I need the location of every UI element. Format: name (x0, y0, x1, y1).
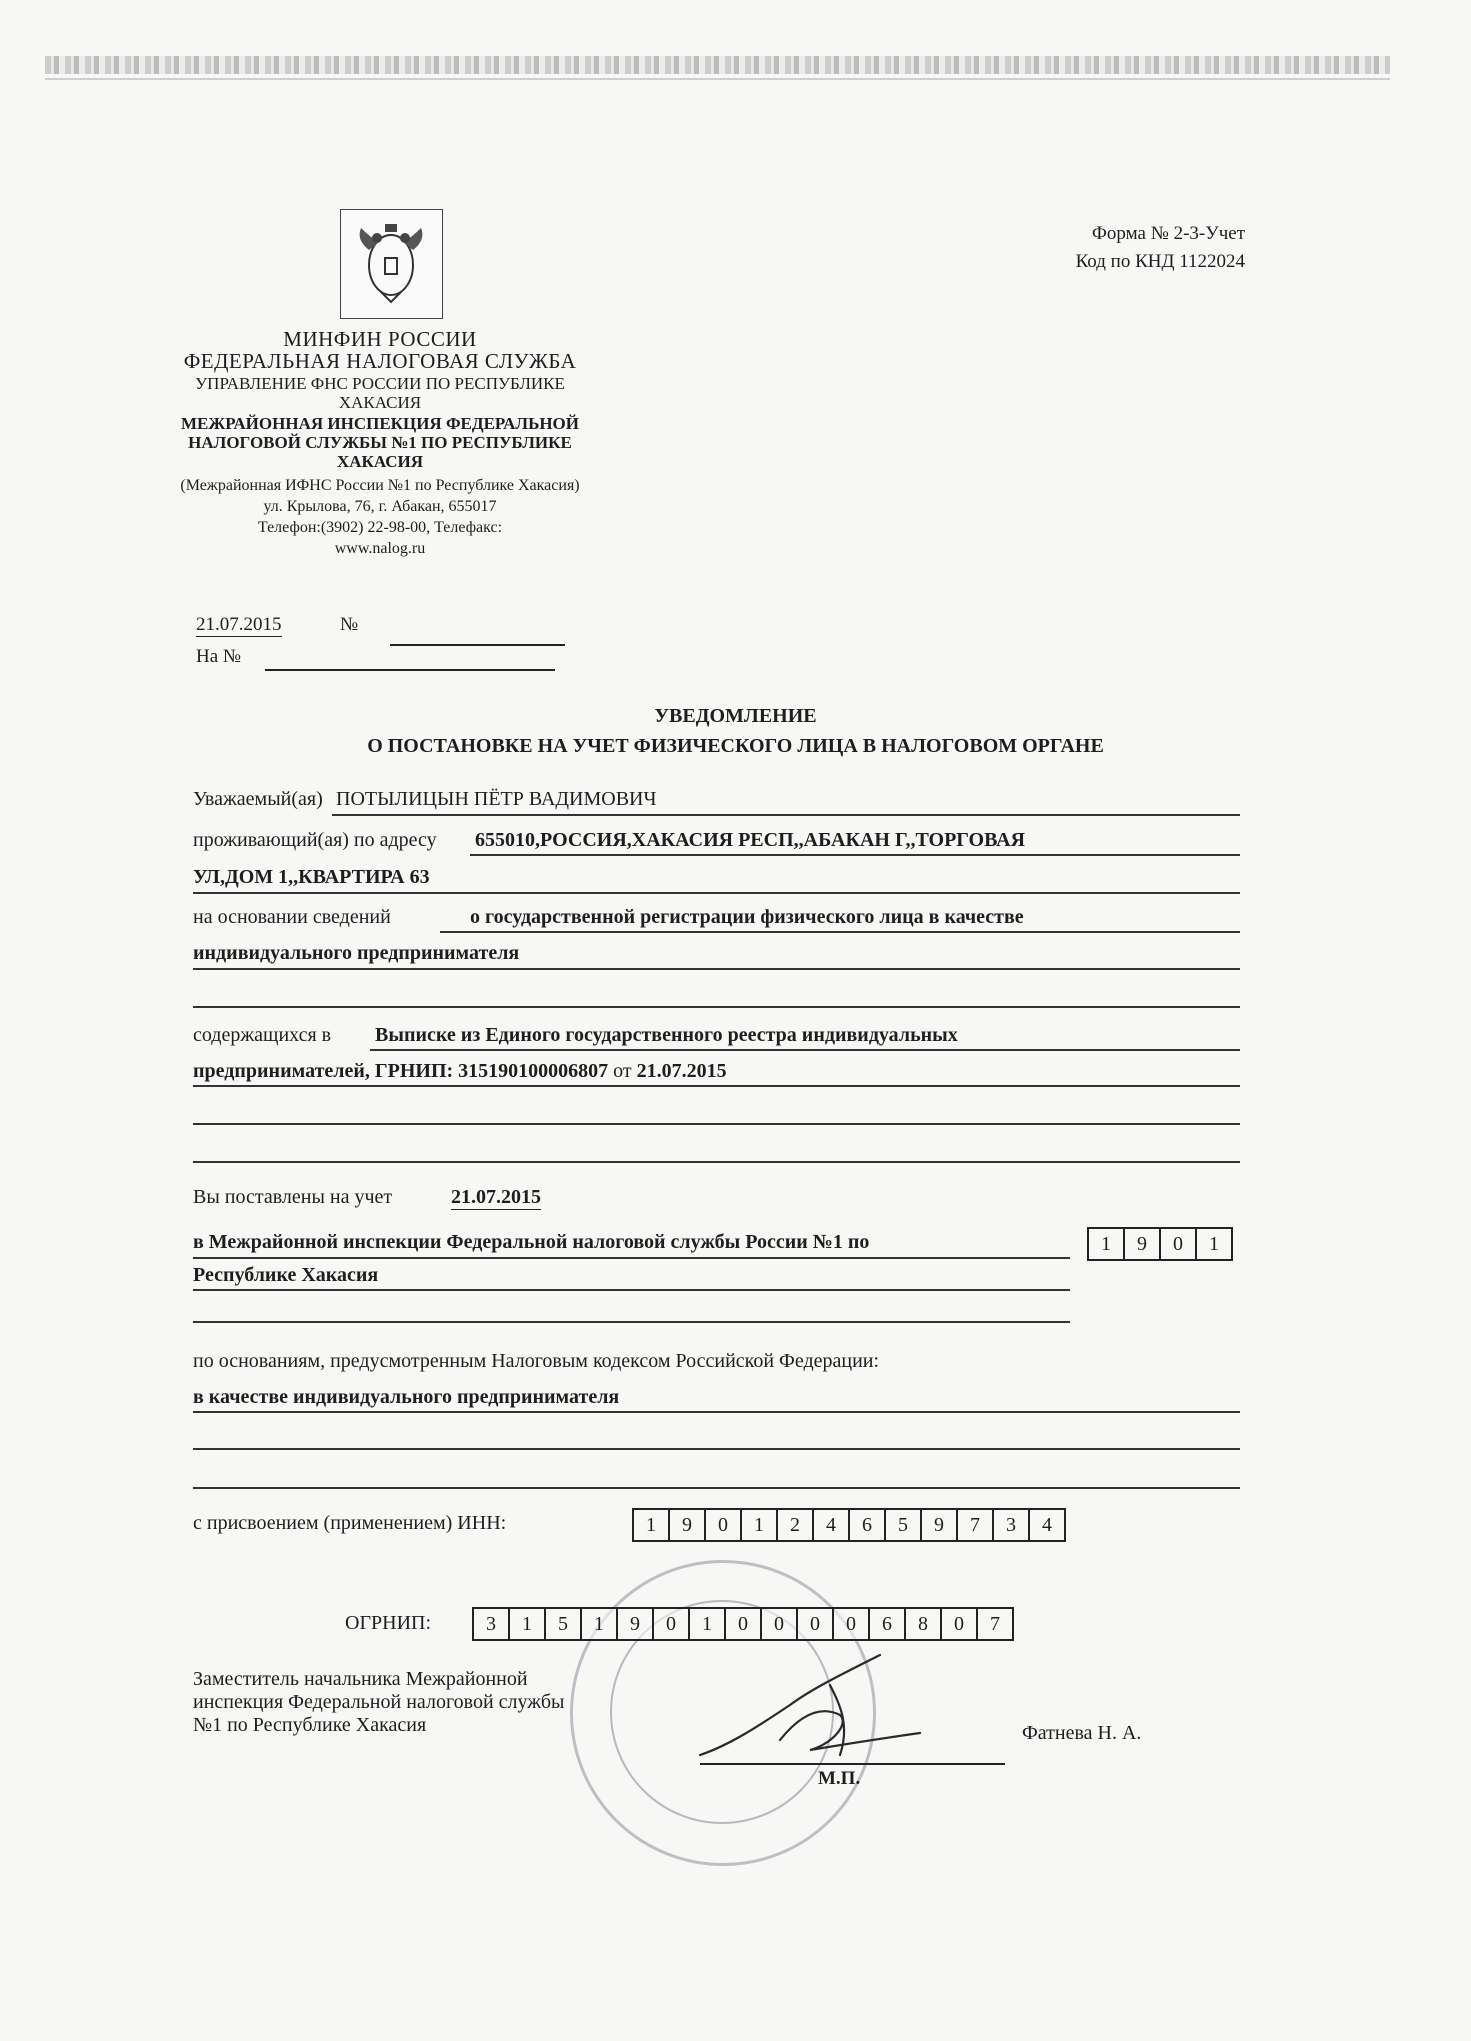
number-label: № (340, 614, 359, 635)
inn-digit: 9 (670, 1510, 706, 1540)
basis-line2: индивидуального предпринимателя (193, 942, 520, 964)
authority-underline1 (193, 1257, 1070, 1259)
signer-position-line1: Заместитель начальника Межрайонной (193, 1668, 528, 1690)
authority-line2: Республике Хакасия (193, 1264, 379, 1286)
basis-line1: о государственной регистрации физического лица в качестве (470, 906, 1024, 928)
basis-underline1 (440, 931, 1240, 933)
grounds-value: в качестве индивидуального предпринимателя (193, 1386, 620, 1408)
signer-position-line3: №1 по Республике Хакасия (193, 1714, 427, 1736)
authority-code-digit: 0 (1161, 1229, 1197, 1259)
authority-code-boxes (1087, 1227, 1233, 1261)
ogrnip-digit: 5 (546, 1609, 582, 1639)
grounds-underline2 (193, 1448, 1240, 1450)
authority-underline2 (193, 1289, 1070, 1291)
ogrnip-digit: 1 (690, 1609, 726, 1639)
contained-underline2 (193, 1085, 1240, 1087)
ogrnip-digit: 7 (978, 1609, 1014, 1639)
address-line2: УЛ,ДОМ 1,,КВАРТИРА 63 (193, 866, 430, 888)
inspection-phone: Телефон:(3902) 22-98-00, Телефакс: (257, 519, 503, 536)
authority-underline3 (193, 1321, 1070, 1323)
grounds-underline3 (193, 1487, 1240, 1489)
inn-label: с присвоением (применением) ИНН: (193, 1512, 507, 1534)
ogrnip-digit: 9 (618, 1609, 654, 1639)
ogrnip-digit: 8 (906, 1609, 942, 1639)
inn-digit: 9 (922, 1510, 958, 1540)
inn-digit: 4 (1030, 1510, 1066, 1540)
basis-underline3 (193, 1006, 1240, 1008)
authority-line1: в Межрайонной инспекции Федеральной налоговой службы России №1 по (193, 1231, 870, 1253)
inn-digit: 1 (742, 1510, 778, 1540)
contained-line2 (193, 1060, 727, 1083)
signer-position (193, 1668, 564, 1737)
form-number: Форма № 2-3-Учет (1091, 223, 1245, 244)
inn-digit: 1 (634, 1510, 670, 1540)
contained-label: содержащихся в (193, 1024, 332, 1046)
from-label: от (613, 1060, 632, 1082)
address-underline1 (470, 854, 1240, 856)
grounds-underline1 (193, 1411, 1240, 1413)
knd-code: Код по КНД 1122024 (1075, 251, 1245, 272)
ogrnip-label: ОГРНИП: (345, 1612, 432, 1634)
inn-digit: 3 (994, 1510, 1030, 1540)
authority-code-digit: 1 (1197, 1229, 1233, 1259)
ogrnip-digit: 1 (510, 1609, 546, 1639)
contained-underline4 (193, 1161, 1240, 1163)
name-underline (332, 814, 1240, 816)
inn-digit: 7 (958, 1510, 994, 1540)
inspection-address: ул. Крылова, 76, г. Абакан, 655017 (263, 498, 497, 515)
address-line1: 655010,РОССИЯ,ХАКАСИЯ РЕСП,,АБАКАН Г,,ТОРГОВАЯ (475, 829, 1026, 851)
ogrnip-digit: 6 (870, 1609, 906, 1639)
handwritten-signature (690, 1645, 950, 1775)
ogrnip-digit: 0 (834, 1609, 870, 1639)
department-line1: УПРАВЛЕНИЕ ФНС РОССИИ ПО РЕСПУБЛИКЕ (195, 374, 565, 393)
document-subtitle: О ПОСТАНОВКЕ НА УЧЕТ ФИЗИЧЕСКОГО ЛИЦА В НАЛОГОВОМ ОРГАНЕ (367, 735, 1104, 757)
inspection-short: (Межрайонная ИФНС России №1 по Республике Хакасия) (180, 477, 580, 494)
contained-line1: Выписке из Единого государственного реестра индивидуальных (375, 1024, 958, 1046)
signer-position-line2: инспекция Федеральной налоговой службы (193, 1691, 565, 1713)
inspection-website: www.nalog.ru (334, 540, 426, 557)
person-name: ПОТЫЛИЦЫН ПЁТР ВАДИМОВИЧ (336, 788, 657, 810)
dear-label: Уважаемый(ая) (193, 788, 323, 810)
inspection-line2: НАЛОГОВОЙ СЛУЖБЫ №1 ПО РЕСПУБЛИКЕ (188, 433, 572, 452)
number-field (390, 644, 565, 646)
document-date: 21.07.2015 (196, 614, 282, 635)
inspection-line1: МЕЖРАЙОННАЯ ИНСПЕКЦИЯ ФЕДЕРАЛЬНОЙ (181, 414, 579, 433)
inn-digit: 0 (706, 1510, 742, 1540)
inn-digit: 5 (886, 1510, 922, 1540)
state-emblem (340, 209, 443, 319)
scan-border-artifact (45, 56, 1390, 74)
registered-label: Вы поставлены на учет (193, 1186, 393, 1208)
ogrnip-digit: 1 (582, 1609, 618, 1639)
authority-code-digit: 9 (1125, 1229, 1161, 1259)
grnip-text: предпринимателей, ГРНИП: 315190100006807 (193, 1060, 609, 1082)
contained-underline1 (370, 1049, 1240, 1051)
inn-digit: 2 (778, 1510, 814, 1540)
reply-number-field (265, 669, 555, 671)
address-label: проживающий(ая) по адресу (193, 829, 437, 851)
double-headed-eagle-icon (341, 210, 442, 318)
ogrnip-digit: 0 (942, 1609, 978, 1639)
signer-name: Фатнева Н. А. (1022, 1722, 1142, 1744)
ministry-name: МИНФИН РОССИИ (283, 327, 477, 351)
inn-boxes (632, 1508, 1066, 1542)
signature-line (700, 1763, 1005, 1765)
basis-label: на основании сведений (193, 906, 391, 928)
document-title: УВЕДОМЛЕНИЕ (654, 705, 817, 727)
ogrnip-digit: 3 (474, 1609, 510, 1639)
contained-underline3 (193, 1123, 1240, 1125)
ogrnip-digit: 0 (726, 1609, 762, 1639)
grounds-label: по основаниям, предусмотренным Налоговым кодексом Российской Федерации: (193, 1350, 880, 1372)
inspection-line3: ХАКАСИЯ (336, 452, 424, 471)
ogrnip-digit: 0 (762, 1609, 798, 1639)
seal-label: М.П. (818, 1768, 861, 1789)
ogrnip-digit: 0 (798, 1609, 834, 1639)
inn-digit: 6 (850, 1510, 886, 1540)
department-line2: ХАКАСИЯ (338, 393, 422, 412)
grnip-date: 21.07.2015 (636, 1060, 727, 1082)
ogrnip-digit: 0 (654, 1609, 690, 1639)
address-underline2 (193, 892, 1240, 894)
inn-digit: 4 (814, 1510, 850, 1540)
ogrnip-boxes (472, 1607, 1014, 1641)
registered-date: 21.07.2015 (451, 1186, 541, 1208)
service-name: ФЕДЕРАЛЬНАЯ НАЛОГОВАЯ СЛУЖБА (183, 349, 577, 373)
reply-number-label: На № (196, 646, 242, 667)
authority-code-digit: 1 (1089, 1229, 1125, 1259)
scan-border-line (45, 78, 1390, 80)
form-id-block (980, 220, 1245, 276)
basis-underline2 (193, 968, 1240, 970)
